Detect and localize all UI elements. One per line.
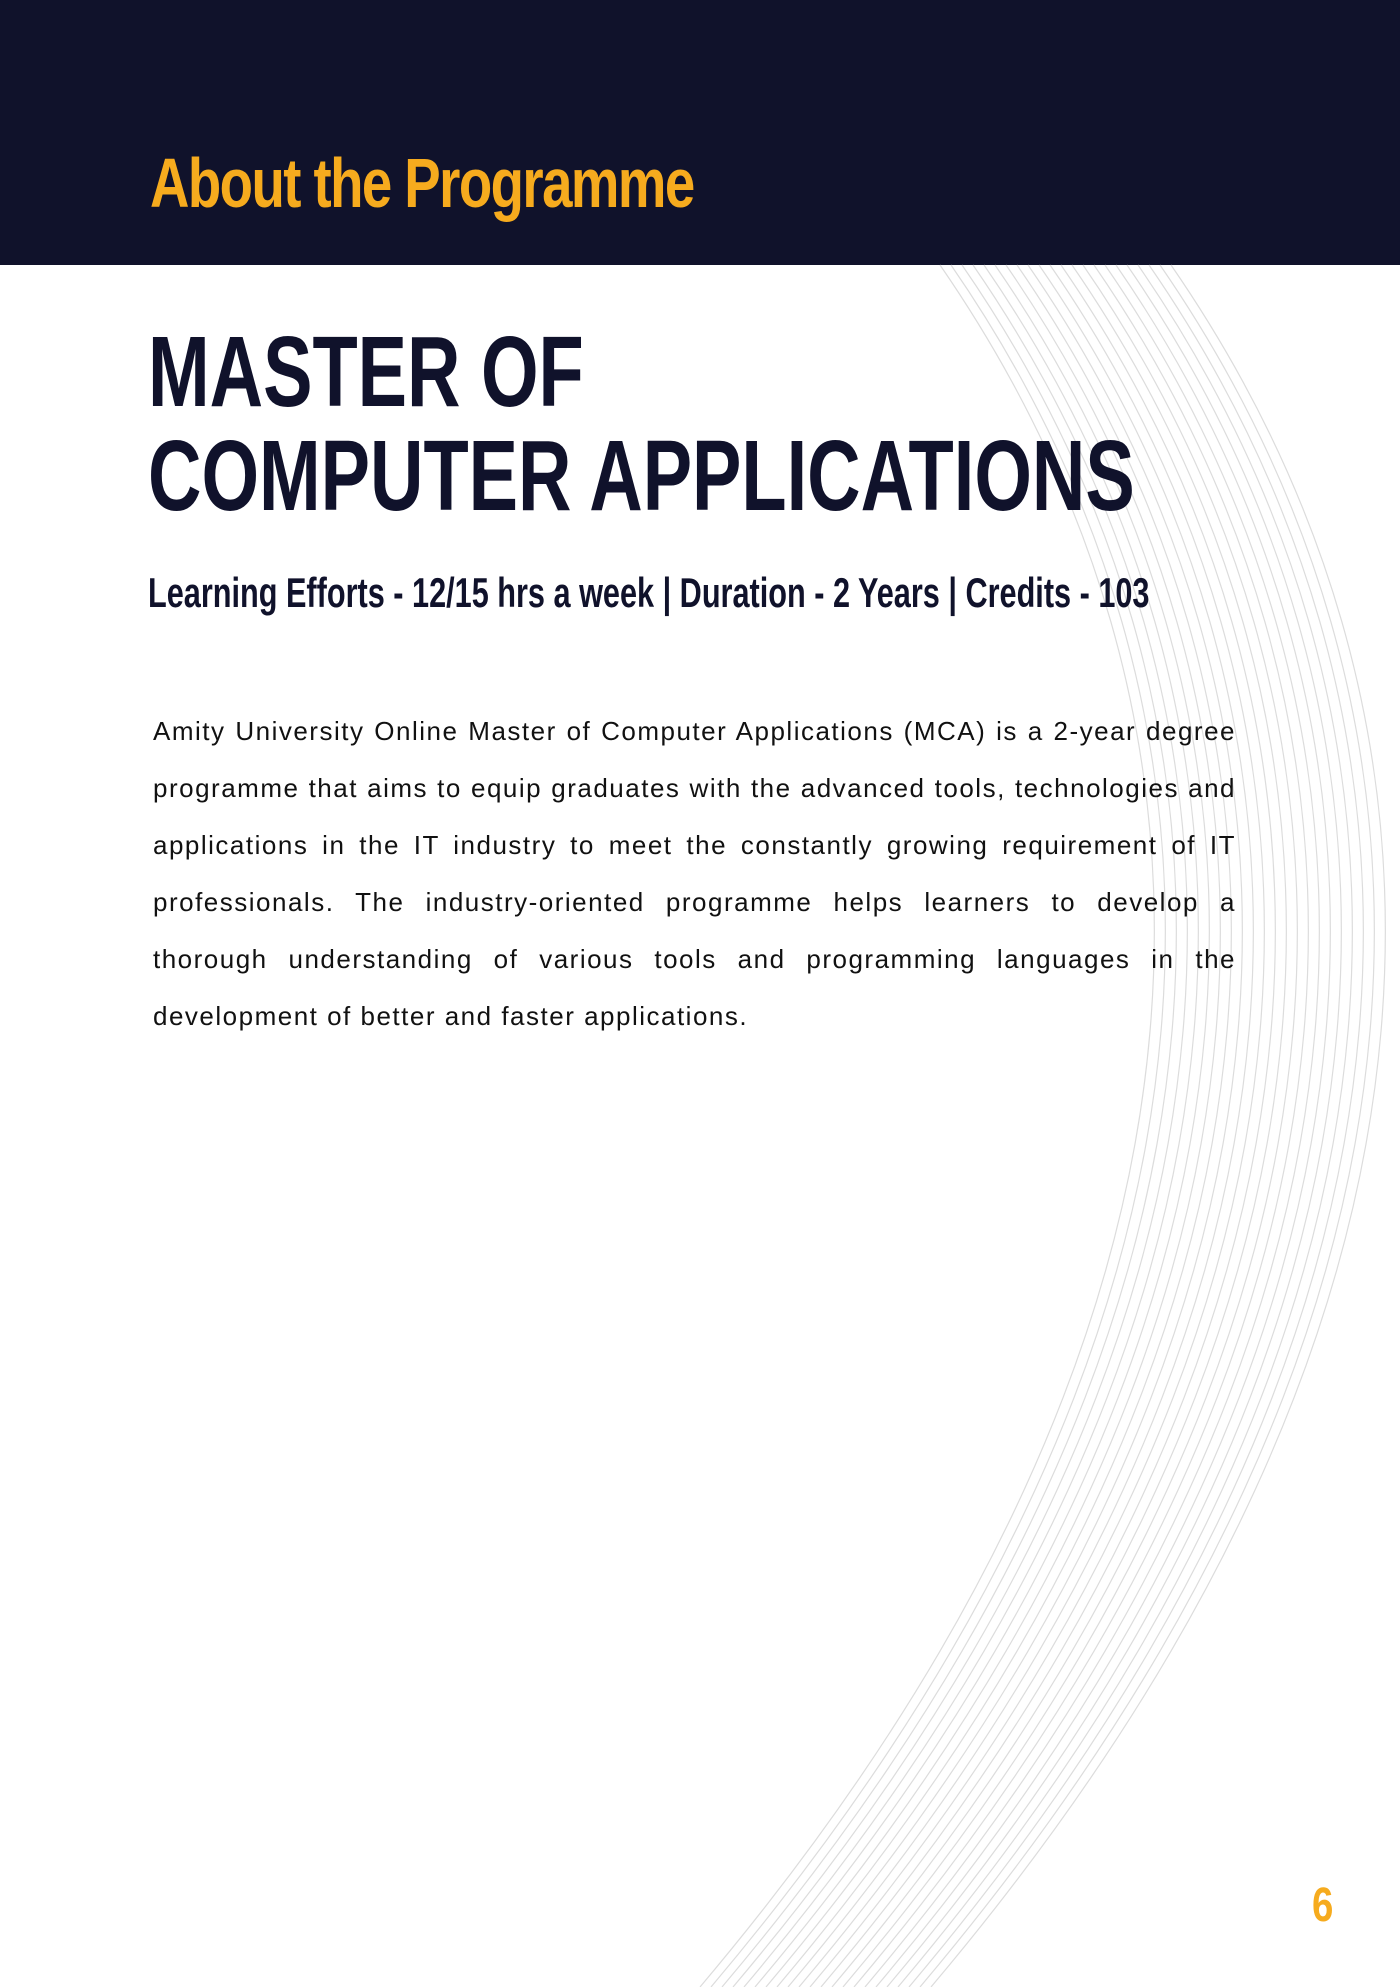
programme-meta: Learning Efforts - 12/15 hrs a week | Duration - 2 Years | Credits - 103: [148, 569, 1150, 616]
programme-title: [148, 316, 1135, 532]
programme-title-line-2: COMPUTER APPLICATIONS: [148, 420, 1135, 532]
section-title: About the Programme: [150, 144, 694, 222]
page-number: 6: [1312, 1879, 1334, 1932]
programme-description: Amity University Online Master of Computer Applications (MCA) is a 2-year degree programme that aims to equip graduates with the advanced tools, technologies and applications in the IT industry to meet the constantly growing requirement of IT professionals. The industry-oriented programme helps learners to develop a thorough understanding of various tools and programming languages in the development of better and faster applications.: [153, 716, 1236, 1031]
header-band: [0, 0, 1400, 265]
programme-title-line-1: MASTER OF: [148, 316, 584, 428]
